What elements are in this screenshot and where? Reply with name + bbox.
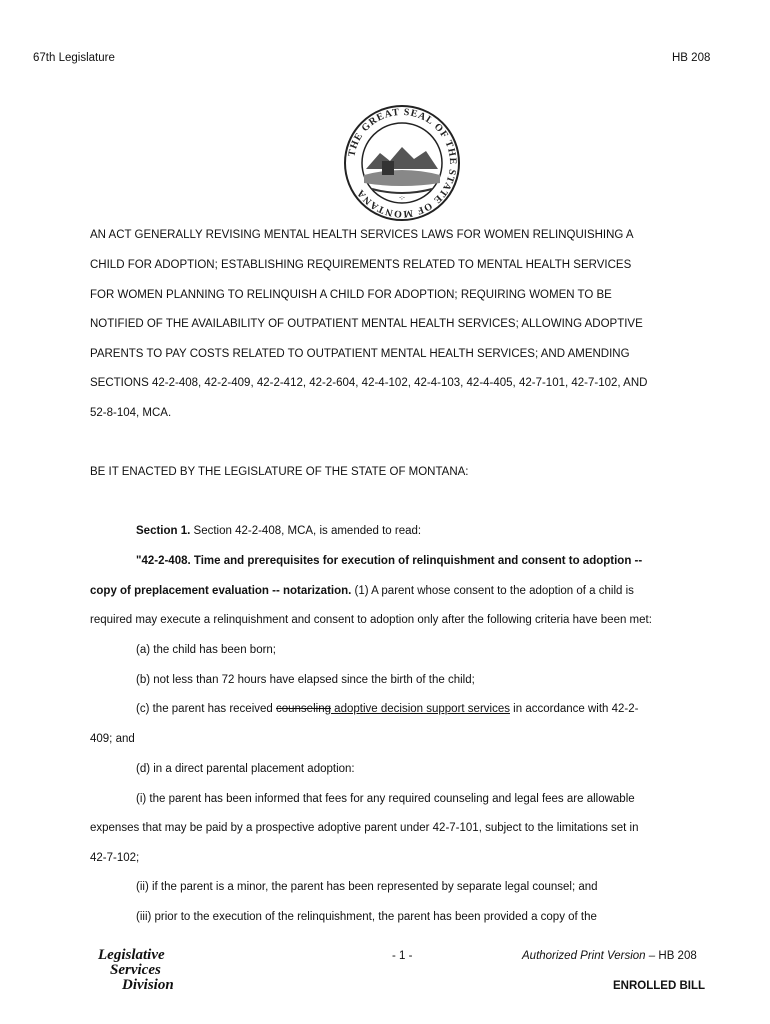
- item-c-post: in accordance with 42-2-: [509, 703, 639, 715]
- section-heading-b: copy of preplacement evaluation -- notarization.: [90, 585, 352, 597]
- svg-text:THE GREAT SEAL OF THE STATE OF: THE GREAT SEAL OF THE STATE OF MONTANA: [346, 106, 459, 220]
- logo-line: Services: [110, 962, 161, 978]
- item-ii: (ii) if the parent is a minor, the parent has been represented by separate legal counsel; and: [136, 881, 598, 893]
- item-c: [136, 703, 638, 715]
- enacting-clause: BE IT ENACTED BY THE LEGISLATURE OF THE STATE OF MONTANA:: [90, 466, 469, 478]
- title-line: FOR WOMEN PLANNING TO RELINQUISH A CHILD FOR ADOPTION; REQUIRING WOMEN TO BE: [90, 289, 612, 301]
- item-i-cont2: 42-7-102;: [90, 852, 140, 864]
- item-iii: (iii) prior to the execution of the relinquishment, the parent has been provided a copy of the: [136, 911, 597, 923]
- item-c-cont: 409; and: [90, 733, 135, 745]
- title-line: CHILD FOR ADOPTION; ESTABLISHING REQUIREMENTS RELATED TO MENTAL HEALTH SERVICES: [90, 259, 632, 271]
- auth-sep: –: [645, 950, 659, 962]
- header-legislature: 67th Legislature: [33, 52, 115, 64]
- section-intro-text: Section 42-2-408, MCA, is amended to read:: [190, 525, 422, 537]
- authorized-print-version: [522, 950, 697, 962]
- title-line: SECTIONS 42-2-408, 42-2-409, 42-2-412, 42-2-604, 42-4-102, 42-4-103, 42-4-405, 42-7-101, 42-7-102, AND: [90, 377, 648, 389]
- section-heading-cont: [90, 585, 634, 597]
- title-line: PARENTS TO PAY COSTS RELATED TO OUTPATIENT MENTAL HEALTH SERVICES; AND AMENDING: [90, 348, 630, 360]
- body-line: required may execute a relinquishment and consent to adoption only after the following criteria have been met:: [90, 614, 652, 626]
- page-number: - 1 -: [392, 950, 413, 962]
- svg-text:-;-: -;-: [399, 195, 405, 201]
- header-bill-number: HB 208: [672, 52, 711, 64]
- lsd-logo: [98, 948, 174, 993]
- state-seal: [342, 103, 462, 223]
- inserted-text: adoptive decision support services: [330, 703, 510, 715]
- section-heading: "42-2-408. Time and prerequisites for execution of relinquishment and consent to adoption --: [136, 555, 643, 567]
- enrolled-bill-label: ENROLLED BILL: [613, 980, 705, 992]
- struck-text: counseling: [276, 703, 331, 715]
- auth-bill: HB 208: [658, 950, 697, 962]
- logo-line: Legislative: [98, 947, 165, 963]
- subsection-1: (1) A parent whose consent to the adoption of a child is: [351, 585, 634, 597]
- section-label: Section 1.: [136, 525, 191, 537]
- title-line: 52-8-104, MCA.: [90, 407, 172, 419]
- item-d: (d) in a direct parental placement adoption:: [136, 763, 355, 775]
- item-i-cont: expenses that may be paid by a prospective adoptive parent under 42-7-101, subject to the limitations set in: [90, 822, 639, 834]
- item-i: (i) the parent has been informed that fees for any required counseling and legal fees are allowable: [136, 793, 635, 805]
- auth-label: Authorized Print Version: [522, 950, 646, 962]
- section-1-intro: [136, 525, 421, 537]
- item-b: (b) not less than 72 hours have elapsed since the birth of the child;: [136, 674, 475, 686]
- title-line: AN ACT GENERALLY REVISING MENTAL HEALTH SERVICES LAWS FOR WOMEN RELINQUISHING A: [90, 229, 634, 241]
- item-a: (a) the child has been born;: [136, 644, 277, 656]
- logo-line: Division: [122, 977, 174, 993]
- item-c-text: (c) the parent has received: [136, 703, 276, 715]
- title-line: NOTIFIED OF THE AVAILABILITY OF OUTPATIENT MENTAL HEALTH SERVICES; ALLOWING ADOPTIVE: [90, 318, 643, 330]
